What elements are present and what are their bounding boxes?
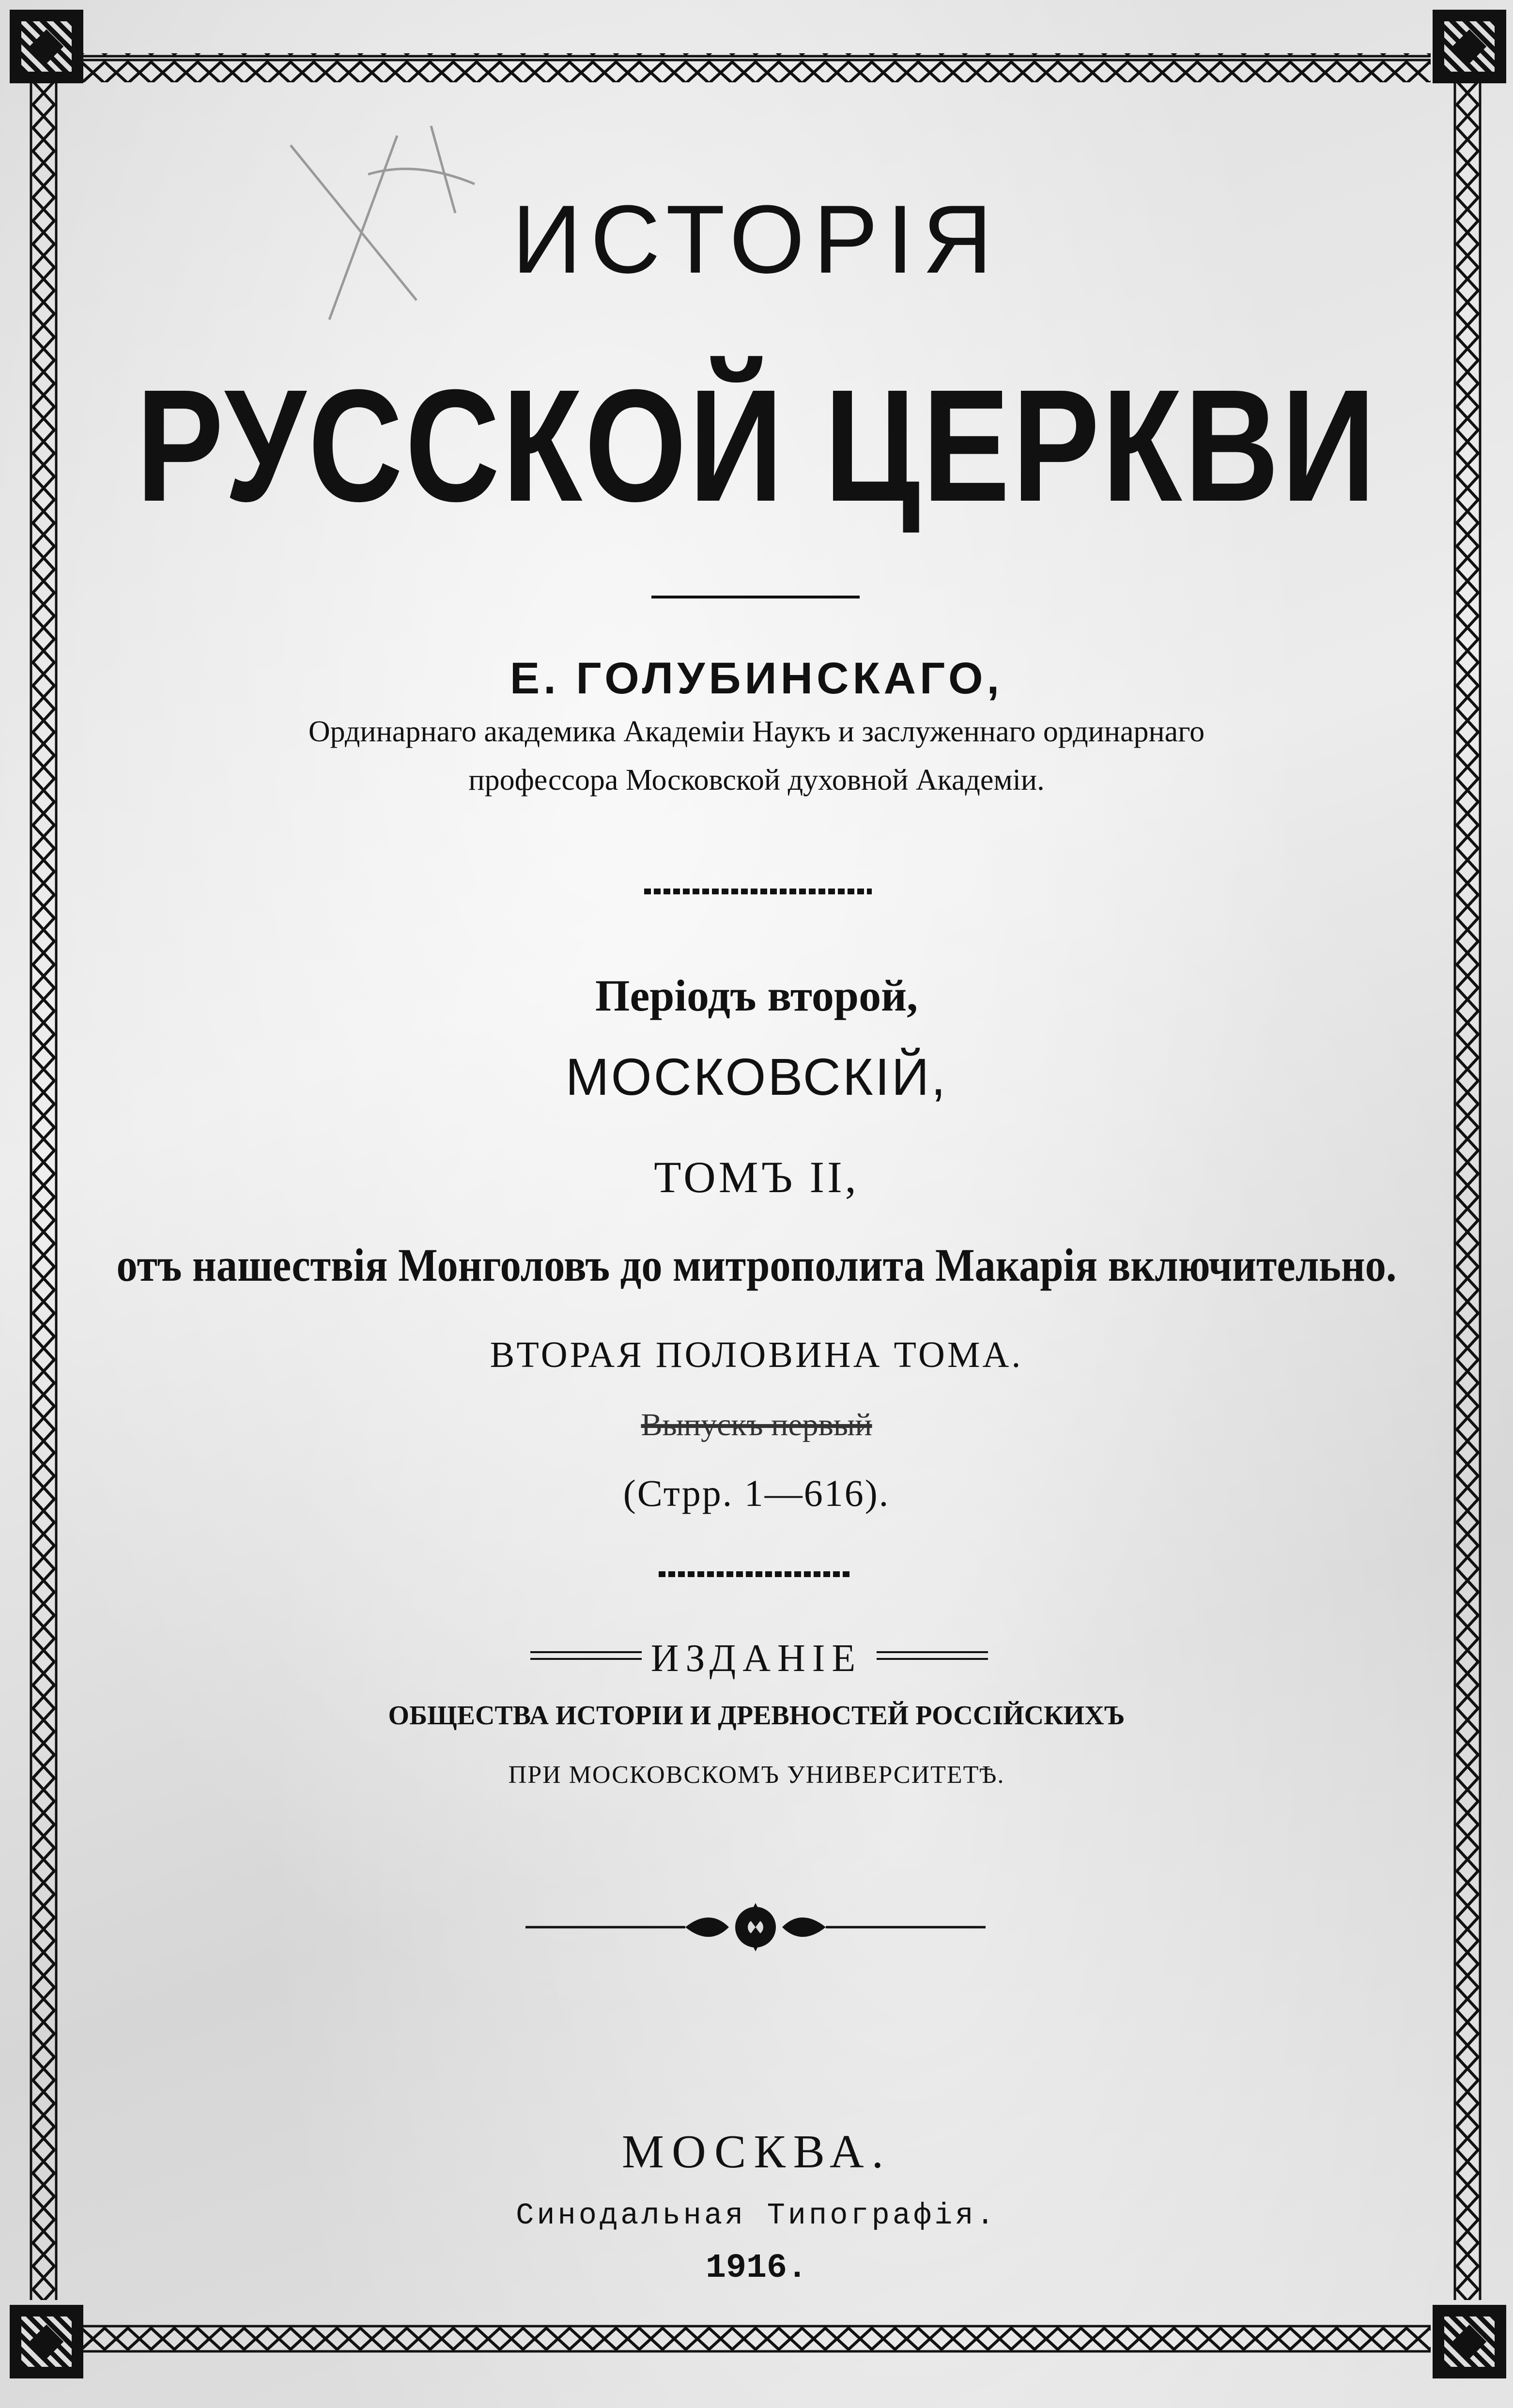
volume-range: отъ нашествія Монголовъ до митрополита Макарія включительно. <box>116 1239 1397 1291</box>
tome-number: ТОМЪ II, <box>654 1152 859 1202</box>
author-name: Е. ГОЛУБИНСКАГО, <box>509 654 1004 703</box>
corner-ornament <box>1433 2305 1506 2378</box>
publisher-society: ОБЩЕСТВА ИСТОРІИ И ДРЕВНОСТЕЙ РОССІЙСКИХЪ <box>388 1701 1125 1731</box>
title-line-1: ИСТОРІЯ <box>512 185 1001 293</box>
corner-ornament <box>1433 10 1506 83</box>
corner-ornament <box>10 10 83 83</box>
imprint-city: МОСКВА. <box>621 2126 892 2178</box>
author-credentials-1: Ординарнаго академика Академіи Наукъ и заслуженнаго ординарнаго <box>308 715 1205 748</box>
struck-text: Выпускъ первый <box>641 1407 872 1442</box>
author-credentials-2: профессора Московской духовной Академіи. <box>468 764 1045 797</box>
title-line-2: РУССКОЙ ЦЕРКВИ <box>136 356 1378 535</box>
struck-line <box>0 1409 1513 1441</box>
imprint-year: 1916. <box>705 2249 808 2287</box>
volume-half: ВТОРАЯ ПОЛОВИНА ТОМА. <box>490 1334 1023 1375</box>
imprint-press: Синодальная Типографія. <box>516 2198 997 2233</box>
page-range: (Стрр. 1—616). <box>623 1472 890 1514</box>
publisher-university: ПРИ МОСКОВСКОМЪ УНИВЕРСИТЕТѢ. <box>508 1761 1005 1789</box>
divider <box>651 596 860 598</box>
floral-ornament-icon <box>525 1898 986 1956</box>
period-name: МОСКОВСКІЙ, <box>565 1047 948 1106</box>
edition-label: ИЗДАНІЕ <box>650 1637 863 1680</box>
corner-ornament <box>10 2305 83 2378</box>
divider <box>644 889 872 894</box>
divider <box>659 1571 852 1577</box>
period-label: Періодъ второй, <box>595 971 918 1020</box>
